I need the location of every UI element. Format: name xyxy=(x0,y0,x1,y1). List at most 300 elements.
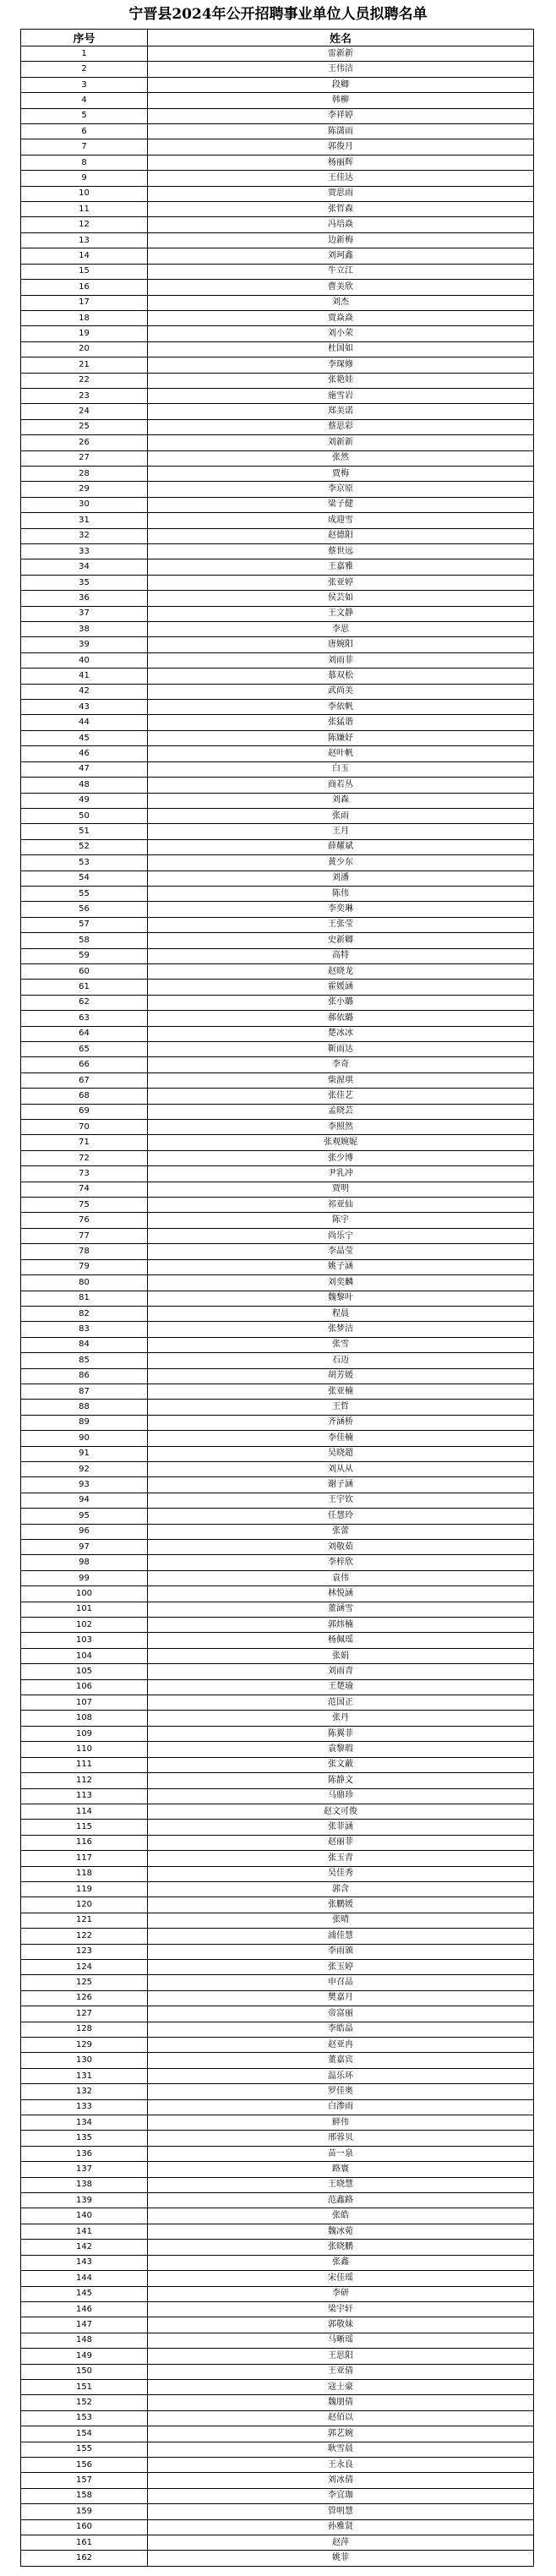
table-row xyxy=(21,1244,534,1259)
table-row xyxy=(21,1353,534,1368)
serial-number-cell: 45 xyxy=(21,730,148,745)
table-row xyxy=(21,2379,534,2394)
serial-number-cell: 127 xyxy=(21,2006,148,2022)
name-cell: 刘从从 xyxy=(148,1461,534,1476)
table-row xyxy=(21,2286,534,2301)
table-row xyxy=(21,2099,534,2115)
serial-number-cell: 5 xyxy=(21,108,148,123)
table-row xyxy=(21,186,534,201)
table-row xyxy=(21,1509,534,1524)
table-row xyxy=(21,1742,534,1757)
name-cell: 张亚婷 xyxy=(148,575,534,590)
name-cell: 韩柳 xyxy=(148,93,534,108)
name-cell: 刘雨菲 xyxy=(148,652,534,668)
name-cell: 高特 xyxy=(148,948,534,963)
name-cell: 赵佰以 xyxy=(148,2410,534,2426)
table-row xyxy=(21,1975,534,1990)
table-row xyxy=(21,652,534,668)
serial-number-cell: 63 xyxy=(21,1011,148,1026)
serial-number-cell: 156 xyxy=(21,2457,148,2472)
serial-number-cell: 67 xyxy=(21,1072,148,1088)
serial-number-cell: 92 xyxy=(21,1461,148,1476)
name-cell: 管明慧 xyxy=(148,2504,534,2519)
table-row xyxy=(21,1198,534,1213)
table-body xyxy=(21,46,534,2567)
name-cell: 董涵雪 xyxy=(148,1602,534,1617)
table-row xyxy=(21,155,534,170)
table-row xyxy=(21,839,534,854)
serial-number-cell: 17 xyxy=(21,295,148,310)
name-cell: 刘珂鑫 xyxy=(148,248,534,264)
serial-number-cell: 13 xyxy=(21,232,148,248)
table-row xyxy=(21,2084,534,2099)
serial-number-cell: 74 xyxy=(21,1182,148,1197)
table-row xyxy=(21,544,534,559)
serial-number-cell: 51 xyxy=(21,824,148,839)
serial-number-cell: 155 xyxy=(21,2442,148,2457)
serial-number-cell: 124 xyxy=(21,1959,148,1974)
table-row xyxy=(21,1150,534,1165)
document-title: 宁晋县2024年公开招聘事业单位人员拟聘名单 xyxy=(128,6,428,23)
name-cell: 牛立江 xyxy=(148,264,534,279)
table-row xyxy=(21,1679,534,1695)
table-row xyxy=(21,2177,534,2192)
table-row xyxy=(21,139,534,155)
serial-number-cell: 116 xyxy=(21,1835,148,1850)
table-row xyxy=(21,2488,534,2503)
table-row xyxy=(21,1711,534,1726)
table-row xyxy=(21,2410,534,2426)
serial-number-cell: 22 xyxy=(21,373,148,388)
serial-number-cell: 41 xyxy=(21,669,148,684)
name-cell: 王晓慧 xyxy=(148,2177,534,2192)
table-row xyxy=(21,1944,534,1959)
serial-number-cell: 117 xyxy=(21,1851,148,1866)
serial-number-cell: 157 xyxy=(21,2473,148,2488)
name-cell: 张玉婷 xyxy=(148,1959,534,1974)
name-cell: 张雨 xyxy=(148,808,534,823)
serial-number-cell: 76 xyxy=(21,1213,148,1228)
name-cell: 李琛修 xyxy=(148,357,534,373)
name-cell: 白玉 xyxy=(148,761,534,777)
serial-number-cell: 110 xyxy=(21,1742,148,1757)
table-row xyxy=(21,1757,534,1772)
table-row xyxy=(21,1104,534,1119)
table-row xyxy=(21,1384,534,1399)
table-row xyxy=(21,730,534,745)
name-cell: 王思阳 xyxy=(148,2349,534,2364)
table-row xyxy=(21,1851,534,1866)
name-cell: 张蕾 xyxy=(148,1524,534,1539)
name-cell: 张丹 xyxy=(148,1711,534,1726)
table-row xyxy=(21,1011,534,1026)
table-row xyxy=(21,808,534,823)
table-row xyxy=(21,1570,534,1585)
serial-number-cell: 37 xyxy=(21,606,148,621)
serial-number-cell: 128 xyxy=(21,2022,148,2037)
serial-number-cell: 121 xyxy=(21,1913,148,1928)
name-cell: 姚子涵 xyxy=(148,1259,534,1274)
table-row xyxy=(21,886,534,901)
serial-number-cell: 64 xyxy=(21,1026,148,1041)
serial-number-cell: 58 xyxy=(21,933,148,948)
serial-number-cell: 143 xyxy=(21,2255,148,2270)
serial-number-cell: 12 xyxy=(21,217,148,232)
name-cell: 李奇 xyxy=(148,1057,534,1072)
table-row xyxy=(21,995,534,1010)
table-row xyxy=(21,310,534,325)
serial-number-cell: 90 xyxy=(21,1431,148,1446)
table-row xyxy=(21,715,534,730)
serial-number-cell: 98 xyxy=(21,1555,148,1570)
serial-number-cell: 151 xyxy=(21,2379,148,2394)
table-row xyxy=(21,591,534,606)
table-row xyxy=(21,373,534,388)
serial-number-cell: 42 xyxy=(21,684,148,699)
table-row xyxy=(21,2115,534,2131)
serial-number-cell: 136 xyxy=(21,2146,148,2161)
table-row xyxy=(21,2240,534,2255)
table-row xyxy=(21,1400,534,1415)
name-cell: 商若丛 xyxy=(148,778,534,793)
table-row xyxy=(21,1648,534,1663)
serial-number-cell: 85 xyxy=(21,1353,148,1368)
table-row xyxy=(21,1804,534,1819)
name-cell: 陈翼菲 xyxy=(148,1726,534,1741)
serial-number-cell: 75 xyxy=(21,1198,148,1213)
serial-number-cell: 133 xyxy=(21,2099,148,2115)
serial-number-cell: 59 xyxy=(21,948,148,963)
serial-number-cell: 144 xyxy=(21,2271,148,2286)
serial-number-cell: 125 xyxy=(21,1975,148,1990)
name-cell: 程晨 xyxy=(148,1306,534,1321)
serial-number-cell: 109 xyxy=(21,1726,148,1741)
serial-number-cell: 154 xyxy=(21,2426,148,2442)
name-cell: 武尚美 xyxy=(148,684,534,699)
serial-number-cell: 84 xyxy=(21,1337,148,1352)
table-row xyxy=(21,855,534,870)
serial-number-cell: 115 xyxy=(21,1820,148,1835)
table-row xyxy=(21,1275,534,1291)
serial-number-cell: 4 xyxy=(21,93,148,108)
table-row xyxy=(21,2301,534,2317)
name-cell: 唐婉阳 xyxy=(148,637,534,652)
name-cell: 樊嘉月 xyxy=(148,1990,534,2006)
serial-number-cell: 40 xyxy=(21,652,148,668)
name-cell: 陈嫌妤 xyxy=(148,730,534,745)
name-cell: 陈静文 xyxy=(148,1773,534,1788)
serial-number-cell: 140 xyxy=(21,2208,148,2224)
serial-number-cell: 46 xyxy=(21,746,148,761)
table-row xyxy=(21,1446,534,1461)
serial-number-cell: 50 xyxy=(21,808,148,823)
name-cell: 胡芳媛 xyxy=(148,1368,534,1384)
name-cell: 帝富丽 xyxy=(148,2006,534,2022)
name-cell: 张艳娃 xyxy=(148,373,534,388)
name-cell: 郭俊月 xyxy=(148,139,534,155)
name-cell: 张晴 xyxy=(148,1913,534,1928)
serial-number-cell: 31 xyxy=(21,513,148,528)
serial-number-cell: 142 xyxy=(21,2240,148,2255)
serial-number-cell: 39 xyxy=(21,637,148,652)
serial-number-cell: 29 xyxy=(21,482,148,497)
name-cell: 张菲涵 xyxy=(148,1820,534,1835)
name-cell: 贾思雨 xyxy=(148,186,534,201)
name-cell: 张少博 xyxy=(148,1150,534,1165)
table-row xyxy=(21,2255,534,2270)
name-cell: 王伟洁 xyxy=(148,62,534,77)
table-row xyxy=(21,2551,534,2566)
serial-number-cell: 65 xyxy=(21,1042,148,1057)
name-cell: 王月 xyxy=(148,824,534,839)
table-row xyxy=(21,2131,534,2146)
serial-number-cell: 106 xyxy=(21,1679,148,1695)
serial-number-cell: 111 xyxy=(21,1757,148,1772)
serial-number-cell: 105 xyxy=(21,1664,148,1679)
name-cell: 张晓鹏 xyxy=(148,2240,534,2255)
name-cell: 李照然 xyxy=(148,1120,534,1135)
serial-number-cell: 14 xyxy=(21,248,148,264)
name-cell: 刘新新 xyxy=(148,435,534,450)
name-cell: 陈潇雨 xyxy=(148,124,534,139)
table-row xyxy=(21,2349,534,2364)
name-cell: 杨佩瑶 xyxy=(148,1633,534,1648)
name-cell: 梁子健 xyxy=(148,497,534,512)
table-row xyxy=(21,450,534,466)
name-cell: 靳雨达 xyxy=(148,1042,534,1057)
serial-number-cell: 3 xyxy=(21,77,148,92)
table-row xyxy=(21,108,534,123)
serial-number-cell: 66 xyxy=(21,1057,148,1072)
table-row xyxy=(21,528,534,543)
name-cell: 赵晓龙 xyxy=(148,963,534,979)
serial-number-cell: 24 xyxy=(21,404,148,419)
serial-number-cell: 96 xyxy=(21,1524,148,1539)
table-row xyxy=(21,93,534,108)
table-row xyxy=(21,2193,534,2208)
name-cell: 王文静 xyxy=(148,606,534,621)
serial-number-cell: 2 xyxy=(21,62,148,77)
table-row xyxy=(21,1540,534,1555)
serial-number-cell: 43 xyxy=(21,700,148,715)
serial-number-cell: 88 xyxy=(21,1400,148,1415)
serial-number-cell: 38 xyxy=(21,622,148,637)
serial-number-cell: 53 xyxy=(21,855,148,870)
serial-number-cell: 150 xyxy=(21,2364,148,2379)
name-cell: 浦佳慧 xyxy=(148,1929,534,1944)
serial-number-cell: 52 xyxy=(21,839,148,854)
table-row xyxy=(21,1057,534,1072)
name-cell: 贾梅 xyxy=(148,466,534,481)
serial-number-cell: 132 xyxy=(21,2084,148,2099)
name-cell: 任慧玲 xyxy=(148,1509,534,1524)
table-row xyxy=(21,700,534,715)
name-cell: 吴晓超 xyxy=(148,1446,534,1461)
table-row xyxy=(21,2006,534,2022)
table-row xyxy=(21,761,534,777)
name-cell: 张哲森 xyxy=(148,202,534,217)
table-row xyxy=(21,1788,534,1804)
serial-number-cell: 139 xyxy=(21,2193,148,2208)
name-cell: 刘潘 xyxy=(148,870,534,886)
serial-number-cell: 69 xyxy=(21,1104,148,1119)
table-row xyxy=(21,1477,534,1493)
name-cell: 申召品 xyxy=(148,1975,534,1990)
name-cell: 慕双松 xyxy=(148,669,534,684)
table-row xyxy=(21,404,534,419)
table-row xyxy=(21,917,534,932)
table-row xyxy=(21,963,534,979)
table-row xyxy=(21,341,534,357)
serial-number-cell: 145 xyxy=(21,2286,148,2301)
name-cell: 张玉青 xyxy=(148,1851,534,1866)
serial-number-cell: 9 xyxy=(21,171,148,186)
serial-number-cell: 129 xyxy=(21,2038,148,2053)
name-cell: 罗佳奥 xyxy=(148,2084,534,2099)
table-row xyxy=(21,2395,534,2410)
name-cell: 吴佳秀 xyxy=(148,1866,534,1881)
name-cell: 刘森 xyxy=(148,793,534,808)
name-cell: 杨丽辉 xyxy=(148,155,534,170)
name-cell: 王亚倩 xyxy=(148,2364,534,2379)
serial-number-cell: 11 xyxy=(21,202,148,217)
table-row xyxy=(21,606,534,621)
table-row xyxy=(21,2504,534,2519)
table-row xyxy=(21,980,534,995)
name-cell: 刘冰倩 xyxy=(148,2473,534,2488)
serial-number-cell: 56 xyxy=(21,902,148,917)
name-cell: 曹美欣 xyxy=(148,280,534,295)
serial-number-cell: 102 xyxy=(21,1618,148,1633)
name-cell: 孙雅贤 xyxy=(148,2519,534,2535)
name-cell: 张鹏媛 xyxy=(148,1897,534,1913)
name-cell: 白渗雨 xyxy=(148,2099,534,2115)
name-cell: 赵萍 xyxy=(148,2535,534,2551)
serial-number-cell: 103 xyxy=(21,1633,148,1648)
serial-number-cell: 73 xyxy=(21,1166,148,1182)
serial-number-cell: 89 xyxy=(21,1415,148,1430)
name-cell: 冯培焱 xyxy=(148,217,534,232)
serial-number-cell: 18 xyxy=(21,310,148,325)
table-row xyxy=(21,513,534,528)
serial-number-cell: 122 xyxy=(21,1929,148,1944)
serial-number-cell: 113 xyxy=(21,1788,148,1804)
name-cell: 赵亚冉 xyxy=(148,2038,534,2053)
name-cell: 王永良 xyxy=(148,2457,534,2472)
name-cell: 刘小荣 xyxy=(148,326,534,341)
table-row xyxy=(21,1820,534,1835)
table-row xyxy=(21,1586,534,1602)
table-row xyxy=(21,295,534,310)
table-row xyxy=(21,2519,534,2535)
table-row xyxy=(21,793,534,808)
serial-number-cell: 48 xyxy=(21,778,148,793)
serial-number-cell: 7 xyxy=(21,139,148,155)
table-row xyxy=(21,1431,534,1446)
serial-number-cell: 86 xyxy=(21,1368,148,1384)
hiring-list-table xyxy=(20,29,534,2567)
name-cell: 范国正 xyxy=(148,1695,534,1711)
table-row xyxy=(21,264,534,279)
serial-number-cell: 20 xyxy=(21,341,148,357)
name-cell: 霍媛涵 xyxy=(148,980,534,995)
serial-number-cell: 82 xyxy=(21,1306,148,1321)
name-cell: 赵文可俊 xyxy=(148,1804,534,1819)
serial-number-cell: 36 xyxy=(21,591,148,606)
table-row xyxy=(21,2208,534,2224)
name-cell: 张鑫 xyxy=(148,2255,534,2270)
serial-number-cell: 97 xyxy=(21,1540,148,1555)
table-row xyxy=(21,2457,534,2472)
table-row xyxy=(21,2053,534,2068)
serial-number-cell: 28 xyxy=(21,466,148,481)
table-row xyxy=(21,2146,534,2161)
table-row xyxy=(21,684,534,699)
serial-number-cell: 10 xyxy=(21,186,148,201)
serial-number-cell: 147 xyxy=(21,2317,148,2333)
serial-number-cell: 19 xyxy=(21,326,148,341)
name-cell: 姚菲 xyxy=(148,2551,534,2566)
table-header-row xyxy=(21,30,534,46)
table-row xyxy=(21,933,534,948)
serial-number-cell: 60 xyxy=(21,963,148,979)
table-row xyxy=(21,326,534,341)
table-row xyxy=(21,1461,534,1476)
table-row xyxy=(21,1120,534,1135)
table-row xyxy=(21,2317,534,2333)
name-cell: 楚冰冰 xyxy=(148,1026,534,1041)
table-row xyxy=(21,2022,534,2037)
table-row xyxy=(21,559,534,575)
name-cell: 陈伟 xyxy=(148,886,534,901)
table-row xyxy=(21,46,534,62)
table-row xyxy=(21,1959,534,1974)
table-row xyxy=(21,1182,534,1197)
name-cell: 袁伟 xyxy=(148,1570,534,1585)
table-row xyxy=(21,1618,534,1633)
serial-number-cell: 126 xyxy=(21,1990,148,2006)
name-cell: 王张莹 xyxy=(148,917,534,932)
table-row xyxy=(21,1026,534,1041)
serial-number-cell: 78 xyxy=(21,1244,148,1259)
table-row xyxy=(21,232,534,248)
name-cell: 范鑫路 xyxy=(148,2193,534,2208)
serial-number-cell: 135 xyxy=(21,2131,148,2146)
serial-number-cell: 134 xyxy=(21,2115,148,2131)
serial-number-cell: 83 xyxy=(21,1322,148,1337)
serial-number-cell: 68 xyxy=(21,1089,148,1104)
name-cell: 祁亚仙 xyxy=(148,1198,534,1213)
name-cell: 石迈 xyxy=(148,1353,534,1368)
table-row xyxy=(21,902,534,917)
serial-number-cell: 1 xyxy=(21,46,148,62)
serial-number-cell: 160 xyxy=(21,2519,148,2535)
name-cell: 马鼎珍 xyxy=(148,1788,534,1804)
serial-number-cell: 16 xyxy=(21,280,148,295)
name-cell: 王楚瑜 xyxy=(148,1679,534,1695)
table-row xyxy=(21,2162,534,2177)
serial-number-cell: 158 xyxy=(21,2488,148,2503)
serial-number-cell: 26 xyxy=(21,435,148,450)
table-row xyxy=(21,2271,534,2286)
table-row xyxy=(21,1866,534,1881)
table-row xyxy=(21,637,534,652)
name-cell: 赵丽菲 xyxy=(148,1835,534,1850)
name-cell: 贾焱焱 xyxy=(148,310,534,325)
name-cell: 刘杰 xyxy=(148,295,534,310)
name-cell: 张雪 xyxy=(148,1337,534,1352)
name-cell: 李依帆 xyxy=(148,700,534,715)
